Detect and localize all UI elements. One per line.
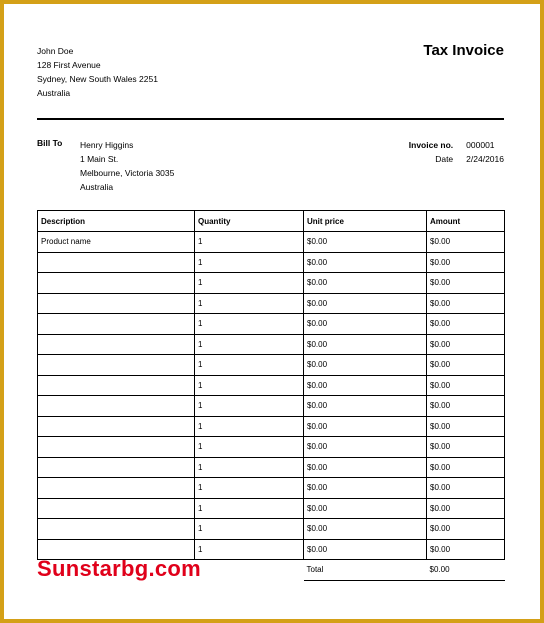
quantity-cell: 1	[195, 478, 304, 499]
description-cell	[38, 437, 195, 458]
watermark-text: Sunstarbg.com	[37, 556, 202, 581]
quantity-cell: 1	[195, 457, 304, 478]
unit-price-cell: $0.00	[304, 273, 427, 294]
unit-price-cell: $0.00	[304, 416, 427, 437]
sender-city: Sydney, New South Wales 2251	[37, 74, 158, 84]
amount-cell: $0.00	[427, 232, 505, 253]
unit-price-cell: $0.00	[304, 457, 427, 478]
amount-cell: $0.00	[427, 437, 505, 458]
description-cell	[38, 314, 195, 335]
amount-cell: $0.00	[427, 293, 505, 314]
quantity-cell: 1	[195, 437, 304, 458]
amount-cell: $0.00	[427, 314, 505, 335]
bill-to-street: 1 Main St.	[80, 154, 119, 164]
bill-to-name: Henry Higgins	[80, 140, 134, 150]
quantity-cell: 1	[195, 252, 304, 273]
total-label: Total	[304, 560, 427, 581]
header-divider	[37, 118, 504, 120]
unit-price-cell: $0.00	[304, 334, 427, 355]
quantity-cell: 1	[195, 498, 304, 519]
description-cell	[38, 334, 195, 355]
table-row	[38, 375, 505, 396]
unit-price-cell: $0.00	[304, 355, 427, 376]
unit-price-cell: $0.00	[304, 252, 427, 273]
table-row	[38, 314, 505, 335]
quantity-cell: 1	[195, 273, 304, 294]
description-cell	[38, 355, 195, 376]
quantity-cell: 1	[195, 314, 304, 335]
invoice-number: 000001	[466, 140, 495, 150]
description-cell	[38, 416, 195, 437]
invoice-meta	[409, 138, 504, 166]
quantity-cell: 1	[195, 396, 304, 417]
unit-price-cell: $0.00	[304, 478, 427, 499]
amount-cell: $0.00	[427, 375, 505, 396]
table-row	[38, 355, 505, 376]
bill-to-address	[80, 138, 174, 194]
unit-price-cell: $0.00	[304, 437, 427, 458]
amount-cell: $0.00	[427, 355, 505, 376]
bill-to-label: Bill To	[37, 138, 63, 148]
unit-price-cell: $0.00	[304, 396, 427, 417]
bill-to-city: Melbourne, Victoria 3035	[80, 168, 175, 178]
document-title: Tax Invoice	[423, 42, 504, 59]
unit-price-cell: $0.00	[304, 498, 427, 519]
sender-country: Australia	[37, 88, 71, 98]
invoice-number-label: Invoice no.	[408, 140, 454, 150]
description-cell	[38, 396, 195, 417]
description-cell	[38, 252, 195, 273]
line-items-table	[37, 210, 505, 581]
table-row	[38, 437, 505, 458]
table-row	[38, 396, 505, 417]
amount-cell: $0.00	[427, 478, 505, 499]
sender-street: 128 First Avenue	[37, 60, 101, 70]
description-cell	[38, 519, 195, 540]
sender-address	[37, 44, 158, 100]
unit-price-cell: $0.00	[304, 293, 427, 314]
column-header: Amount	[427, 211, 505, 232]
amount-cell: $0.00	[427, 539, 505, 560]
quantity-cell: 1	[195, 416, 304, 437]
quantity-cell: 1	[195, 293, 304, 314]
amount-cell: $0.00	[427, 519, 505, 540]
table-row	[38, 478, 505, 499]
description-cell	[38, 498, 195, 519]
quantity-cell: 1	[195, 232, 304, 253]
table-row	[38, 273, 505, 294]
description-cell	[38, 293, 195, 314]
unit-price-cell: $0.00	[304, 539, 427, 560]
quantity-cell: 1	[195, 334, 304, 355]
table-row	[38, 457, 505, 478]
unit-price-cell: $0.00	[304, 314, 427, 335]
total-value: $0.00	[427, 560, 505, 581]
sender-name: John Doe	[37, 46, 74, 56]
unit-price-cell: $0.00	[304, 519, 427, 540]
table-row	[38, 334, 505, 355]
table-row	[38, 293, 505, 314]
description-cell	[38, 375, 195, 396]
invoice-date-label: Date	[435, 154, 454, 164]
quantity-cell: 1	[195, 375, 304, 396]
column-header: Quantity	[195, 211, 304, 232]
amount-cell: $0.00	[427, 457, 505, 478]
table-header-row	[38, 211, 505, 232]
column-header: Unit price	[304, 211, 427, 232]
bill-to-country: Australia	[80, 182, 114, 192]
unit-price-cell: $0.00	[304, 375, 427, 396]
description-cell	[38, 457, 195, 478]
amount-cell: $0.00	[427, 416, 505, 437]
table-row	[38, 252, 505, 273]
amount-cell: $0.00	[427, 396, 505, 417]
amount-cell: $0.00	[427, 252, 505, 273]
unit-price-cell: $0.00	[304, 232, 427, 253]
quantity-cell: 1	[195, 355, 304, 376]
table-row	[38, 519, 505, 540]
quantity-cell: 1	[195, 539, 304, 560]
table-row	[38, 498, 505, 519]
column-header: Description	[38, 211, 195, 232]
description-cell	[38, 273, 195, 294]
amount-cell: $0.00	[427, 334, 505, 355]
table-row	[38, 416, 505, 437]
invoice-date: 2/24/2016	[466, 154, 504, 164]
amount-cell: $0.00	[427, 498, 505, 519]
description-cell	[38, 478, 195, 499]
amount-cell: $0.00	[427, 273, 505, 294]
description-cell: Product name	[38, 232, 195, 253]
table-row	[38, 232, 505, 253]
quantity-cell: 1	[195, 519, 304, 540]
